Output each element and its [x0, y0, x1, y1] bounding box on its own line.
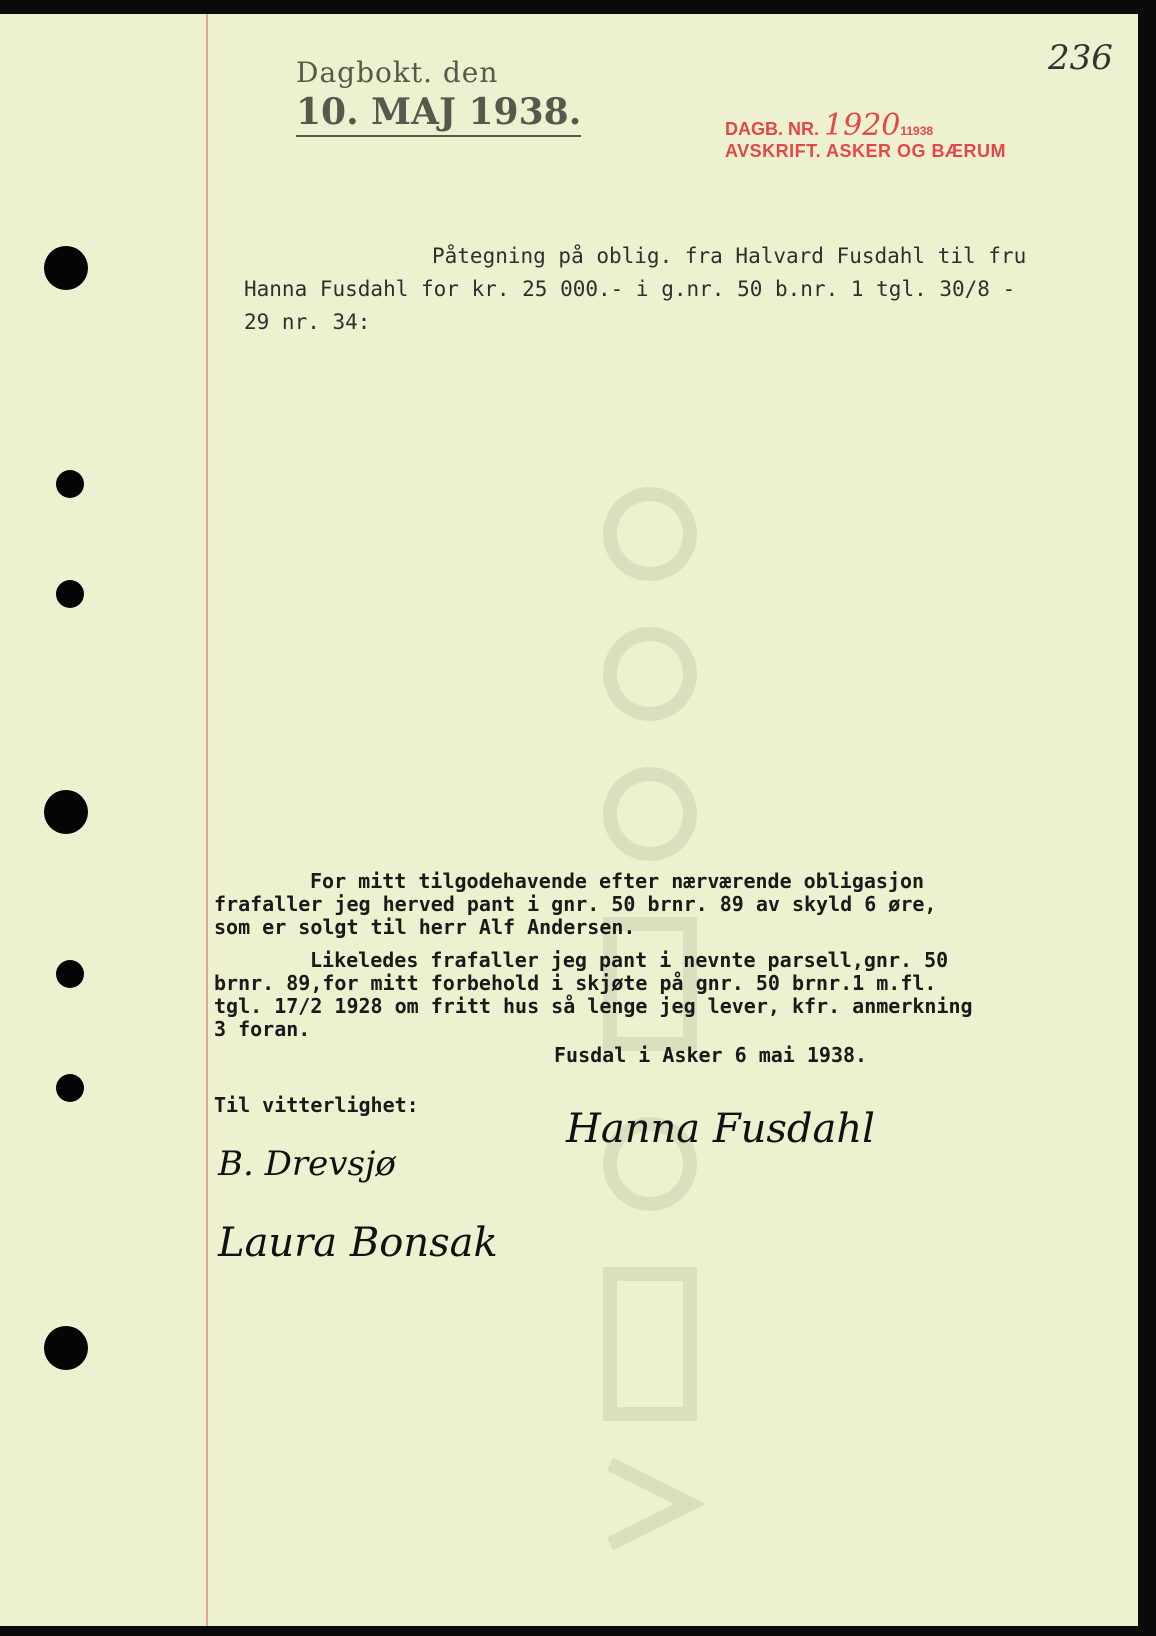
punch-hole [44, 1326, 88, 1370]
registry-office: AVSKRIFT. ASKER OG BÆRUM [725, 141, 1007, 161]
registry-number: 1920 [824, 108, 901, 143]
registry-label: DAGB. NR. [725, 119, 819, 139]
punch-hole [44, 246, 88, 290]
date-stamp [296, 56, 581, 137]
registry-year: 11938 [900, 124, 934, 138]
heading-line-3: 29 nr. 34: [244, 310, 371, 334]
registry-stamp [725, 108, 1006, 162]
watermark [520, 444, 780, 1624]
heading-line-2: Hanna Fusdahl for kr. 25 000.- i g.nr. 50 b.nr. 1 tgl. 30/8 - [244, 277, 1016, 301]
margin-line [206, 14, 208, 1626]
heading-line-1: Påtegning på oblig. fra Halvard Fusdahl til fru [432, 244, 1027, 268]
punch-hole [56, 470, 84, 498]
body-line: brnr. 89,for mitt forbehold i skjøte på gnr. 50 brnr.1 m.fl. [214, 971, 937, 995]
punch-hole [56, 580, 84, 608]
signature-witness-2: Laura Bonsak [218, 1220, 498, 1266]
body-line: For mitt tilgodehavende efter nærværende obligasjon [310, 869, 925, 893]
body-line: 3 foran. [214, 1017, 311, 1041]
page-number: 236 [1048, 38, 1113, 78]
punch-hole [56, 1074, 84, 1102]
body-line: tgl. 17/2 1928 om fritt hus så lenge jeg lever, kfr. anmerkning [214, 994, 973, 1018]
signature-witness-1: B. Drevsjø [218, 1144, 396, 1184]
place-date: Fusdal i Asker 6 mai 1938. [554, 1043, 868, 1067]
date-stamp-date: 10. MAJ 1938. [296, 91, 581, 137]
document-page [0, 14, 1138, 1626]
body-line: frafaller jeg herved pant i gnr. 50 brnr. 89 av skyld 6 øre, [214, 892, 937, 916]
body-line: som er solgt til herr Alf Andersen. [214, 915, 636, 939]
signature-main: Hanna Fusdahl [566, 1106, 875, 1152]
witness-label: Til vitterlighet: [214, 1093, 419, 1117]
punch-hole [44, 790, 88, 834]
date-stamp-label: Dagbokt. den [296, 56, 499, 89]
body-line: Likeledes frafaller jeg pant i nevnte parsell,gnr. 50 [310, 948, 949, 972]
punch-hole [56, 960, 84, 988]
